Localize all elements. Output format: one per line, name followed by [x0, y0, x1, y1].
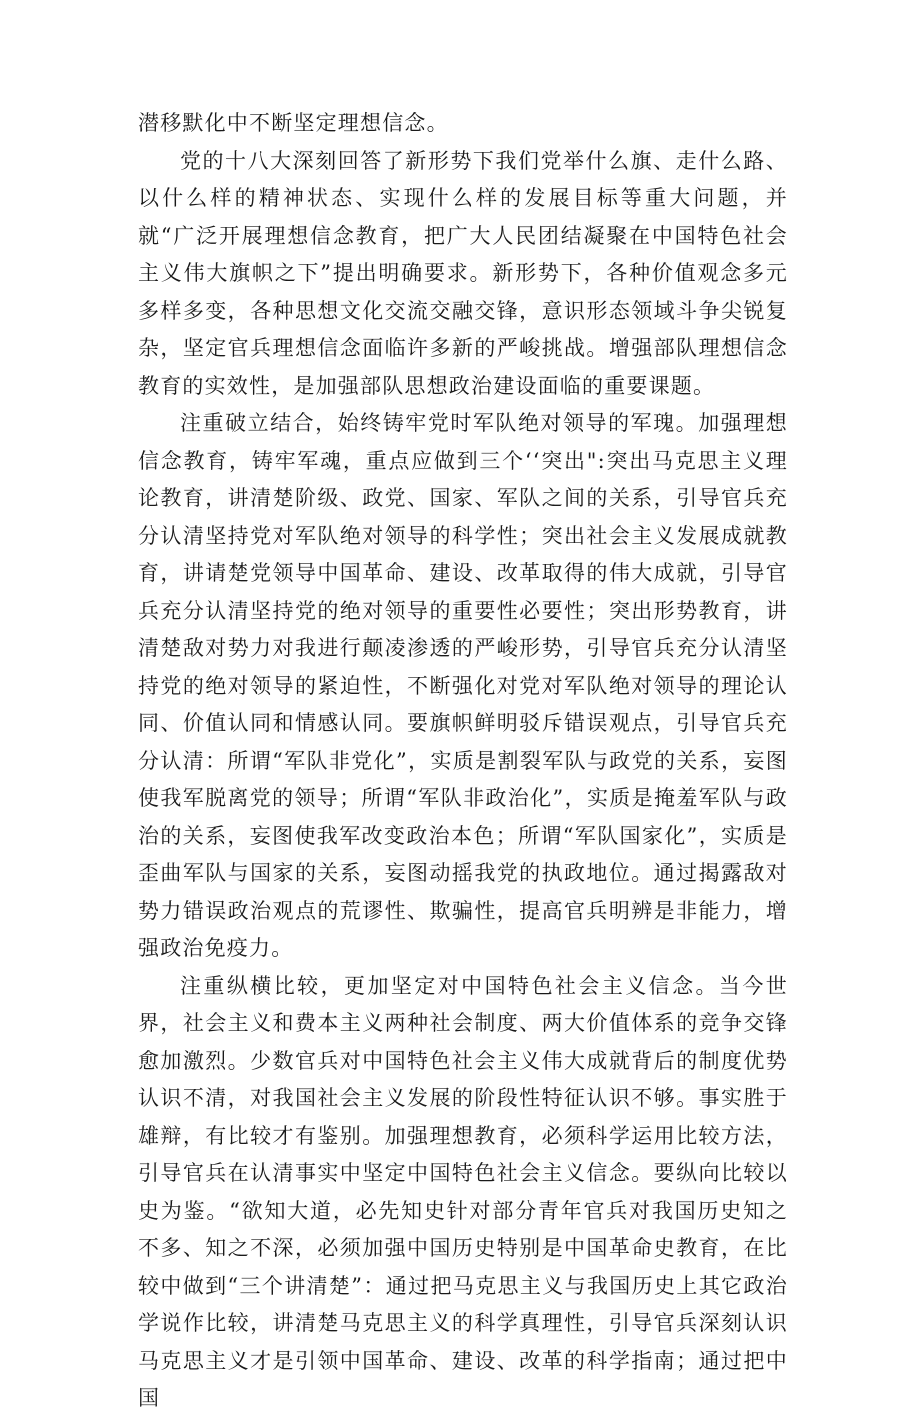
- paragraph-18th-congress: 党的十八大深刻回答了新形势下我们党举什么旗、走什么路、以什么样的精神状态、实现什么样的发展目标等重大问题，并就“广泛开展理想信念教育，把广大人民团结凝聚在中国特色社会主义伟大旗帜之下”提出明确要求。新形势下，各种价值观念多元多样多变，各种思想文化交流交融交锋，意识形态领域斗争尖锐复杂，坚定官兵理想信念面临许多新的严峻挑战。增强部队理想信念教育的实效性，是加强部队思想政治建设面临的重要课题。: [138, 148, 788, 398]
- paragraph-continuation: 潜移默化中不断坚定理想信念。: [138, 111, 449, 135]
- paragraph-military-soul: 注重破立结合，始终铸牢党时军队绝对领导的军瑰。加强理想信念教育，铸牢军魂，重点应做到三个‘‘突出":突出马克思主义理论教育，讲清楚阶级、政党、国家、军队之间的关系，引导官兵充分认清坚持党对军队绝对领导的科学性；突出社会主义发展成就教育，讲请楚党领导中国革命、建设、改革取得的伟大成就，引导官兵充分认清坚持党的绝对领导的重要性必要性；突出形势教育，讲清楚敌对势力对我进行颠凌渗透的严峻形势，引导官兵充分认清坚持党的绝对领导的紧迫性，不断强化对党对军队绝对领导的理论认同、价值认同和情感认同。要旗帜鲜明驳斥错误观点，引导官兵充分认清：所谓“军队非党化”，实质是割裂军队与政党的关系，妄图使我军脱离党的领导；所谓“军队非政治化”，实质是掩羞军队与政治的关系，妄图使我军改变政治本色；所谓“军队国家化”，实质是歪曲军队与国家的关系，妄图动摇我党的执政地位。通过揭露敌对势力错误政治观点的荒谬性、欺骗性，提高官兵明辨是非能力，增强政治免疫力。: [138, 411, 788, 960]
- body-text: [138, 105, 788, 1418]
- paragraph-comparison: 注重纵横比较，更加坚定对中国特色社会主义信念。当今世界，社会主义和费本主义两种社会制度、两大价值体系的竞争交锋愈加激烈。少数官兵对中国特色社会主义伟大成就背后的制度优势认识不清，对我国社会主义发展的阶段性特征认识不够。事实胜于雄辩，有比较才有鉴别。加强理想教育，必须科学运用比较方法，引导官兵在认清事实中坚定中国特色社会主义信念。要纵向比较以史为鉴。“欲知大道，必先知史针对部分青年官兵对我国历史知之不多、知之不深，必须加强中国历史特别是中国革命史教育，在比较中做到“三个讲清楚”：通过把马克思主义与我国历史上其它政治学说作比较，讲清楚马克思主义的科学真理性，引导官兵深刻认识马克思主义才是引领中国革命、建设、改革的科学指南；通过把中国: [138, 973, 788, 1410]
